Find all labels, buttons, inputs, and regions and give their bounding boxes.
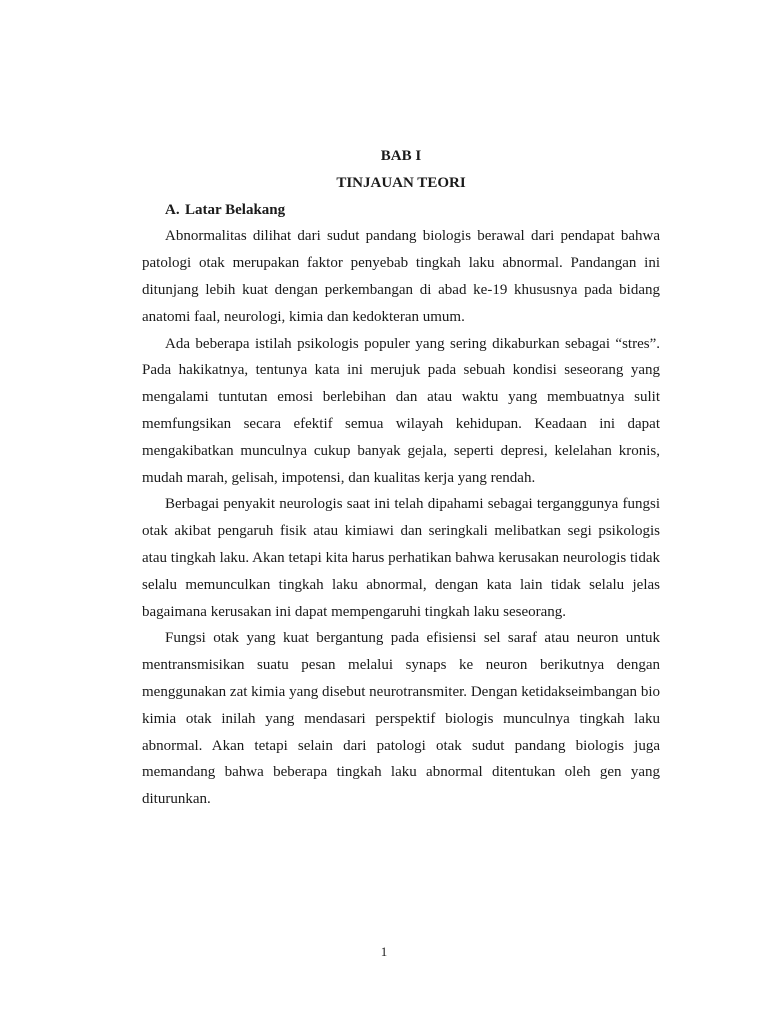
chapter-title: TINJAUAN TEORI [336,174,466,191]
section-heading [142,197,660,224]
section-title: Latar Belakang [185,201,286,218]
paragraph: Berbagai penyakit neurologis saat ini telah dipahami sebagai terganggunya fungsi otak akibat pengaruh fisik atau kimiawi dan seringkali melibatkan segi psikologis atau tingkah laku. Akan tetapi kita harus perhatikan bahwa kerusakan neurologis tidak selalu memunculkan tingkah laku abnormal, dengan kata lain tidak selalu jelas bagaimana kerusakan ini dapat mempengaruhi tingkah laku seseorang. [142,496,660,620]
chapter-number: BAB I [380,148,422,164]
paragraph: Fungsi otak yang kuat bergantung pada efisiensi sel saraf atau neuron untuk mentransmisikan suatu pesan melalui synaps ke neuron berikutnya dengan menggunakan zat kimia yang disebut neurotransmiter. Dengan ketidakseimbangan bio kimia otak inilah yang mendasari perspektif biologis munculnya tingkah laku abnormal. Akan tetapi selain dari patologi otak sudut pandang biologis juga memandang bahwa beberapa tingkah laku abnormal ditentukan oleh gen yang diturunkan. [142,630,660,808]
paragraph: Abnormalitas dilihat dari sudut pandang biologis berawal dari pendapat bahwa patologi otak merupakan faktor penyebab tingkah laku abnormal. Pandangan ini ditunjang lebih kuat dengan perkembangan di abad ke-19 khususnya pada bidang anatomi faal, neurologi, kimia dan kedokteran umum. [142,228,660,325]
section-letter: A. [165,201,180,218]
page-content [142,143,660,813]
paragraph: Ada beberapa istilah psikologis populer yang sering dikaburkan sebagai “stres”. Pada hakikatnya, tentunya kata ini merujuk pada sebuah kondisi seseorang yang mengalami tuntutan emosi berlebihan dan atau waktu yang membuatnya sulit memfungsikan secara efektif semua wilayah kehidupan. Keadaan ini dapat mengakibatkan munculnya cukup banyak gejala, seperti depresi, kelelahan kronis, mudah marah, gelisah, impotensi, dan kualitas kerja yang rendah. [142,335,660,486]
page-number: 1 [380,944,388,959]
